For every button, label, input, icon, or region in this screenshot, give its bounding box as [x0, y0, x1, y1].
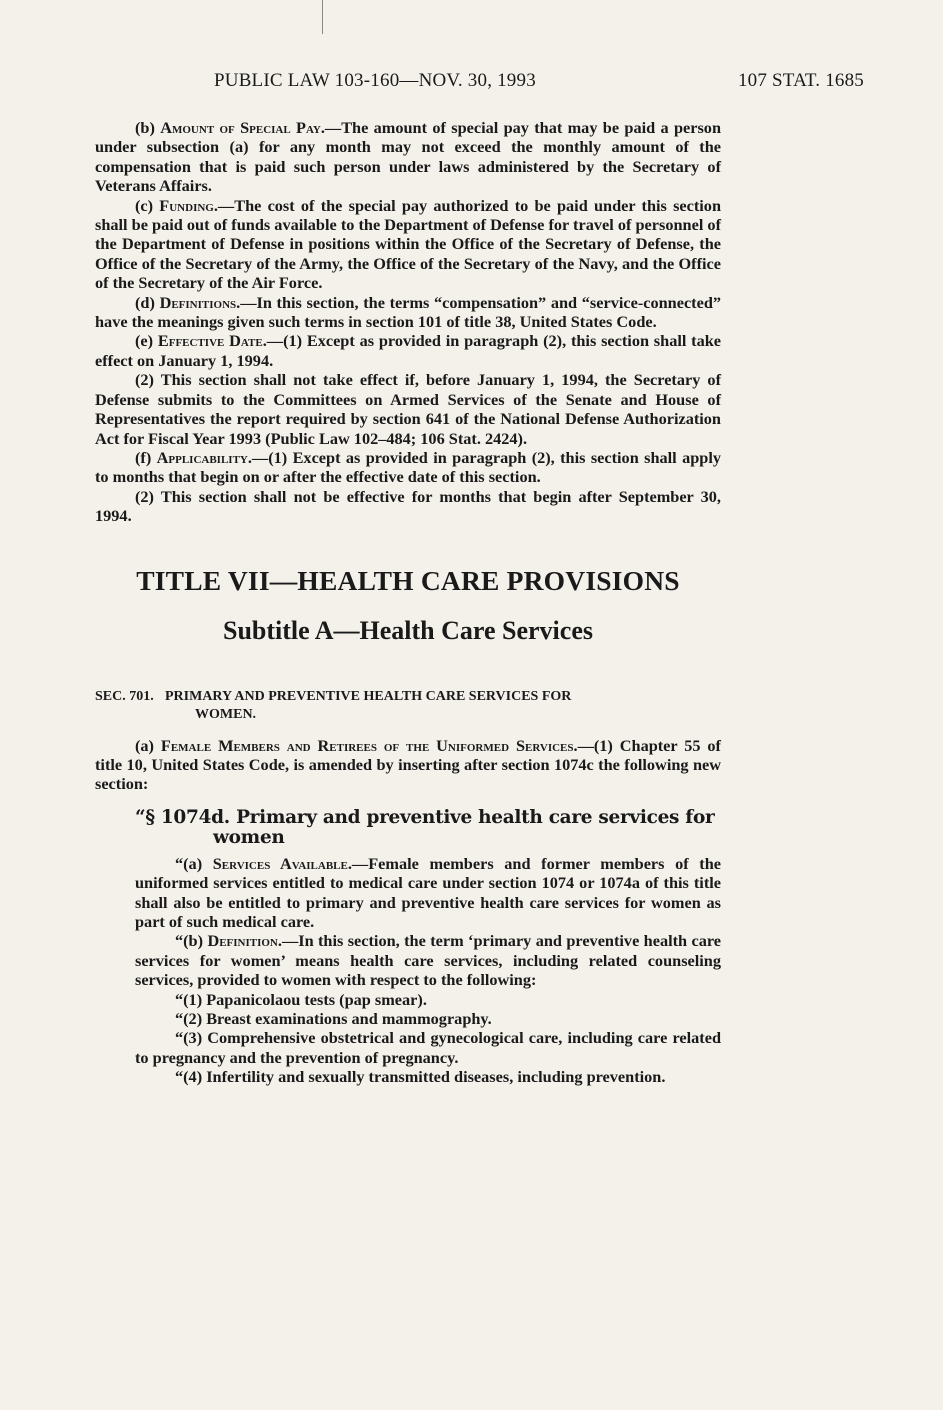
- paragraph-applicability: (f) Applicability.—(1) Except as provided in paragraph (2), this section shall apply to months that begin on or after the effective date of this section.: [95, 447, 721, 487]
- running-header: [214, 70, 864, 100]
- list-item: “(4) Infertility and sexually transmitted diseases, including prevention.: [175, 1067, 666, 1087]
- paragraph-effective-date-2: (2) This section shall not take effect if, before January 1, 1994, the Secretary of Defense submits to the Committees on Armed Services of the Senate and House of Representatives the report required by section 641 of the National Defense Authorization Act for Fiscal Year 1993 (Public Law 102–484; 106 Stat. 2424).: [95, 370, 721, 448]
- paragraph-effective-date: (e) Effective Date.—(1) Except as provided in paragraph (2), this section shall take effect on January 1, 1994.: [95, 331, 722, 370]
- section-number: SEC. 701.: [95, 688, 154, 704]
- header-law-date: PUBLIC LAW 103-160—NOV. 30, 1993: [214, 70, 536, 91]
- paragraph-amount-special-pay: (b) Amount of Special Pay.—The amount of special pay that may be paid a person under subsection (a) for any month may not exceed the monthly amount of the compensation that is paid such person under laws administered by the Secretary of Veterans Affairs.: [95, 118, 721, 196]
- title-heading: TITLE VII—HEALTH CARE PROVISIONS: [136, 564, 680, 596]
- quoted-definition: “(b) Definition.—In this section, the term ‘primary and preventive health care services for women’ means health care services, including related counseling services, provided to women with respect to the following:: [135, 931, 722, 990]
- paragraph-female-members: (a) Female Members and Retirees of the Uniformed Services.—(1) Chapter 55 of title 10, United States Code, is amended by inserting after section 1074c the following new section:: [95, 735, 721, 794]
- new-section-heading: “§ 1074d. Primary and preventive health care services for women: [135, 806, 715, 848]
- section-heading: [95, 688, 721, 724]
- body-text: [95, 118, 721, 1087]
- paragraph-definitions: (d) Definitions.—In this section, the terms “compensation” and “service-connected” have the meanings given such terms in section 101 of title 38, United States Code.: [95, 292, 722, 332]
- paragraph-applicability-2: (2) This section shall not be effective for months that begin after September 30, 1994.: [95, 486, 721, 526]
- paragraph-funding: (c) Funding.—The cost of the special pay authorized to be paid under this section shall be paid out of funds available to the Department of Defense for travel of personnel of the Department of Defense in positions within the Office of the Secretary of Defense, the Office of the Secretary of the Army, the Office of the Secretary of the Navy, and the Office of the Secretary of the Air Force.: [95, 195, 722, 293]
- quoted-services-available: “(a) Services Available.—Female members and former members of the uniformed services entitled to medical care under section 1074 or 1074a of this title shall also be entitled to primary and preventive health care services for women as part of such medical care.: [135, 853, 721, 931]
- header-stat-page: 107 STAT. 1685: [737, 70, 864, 91]
- list-item: “(1) Papanicolaou tests (pap smear).: [175, 989, 427, 1009]
- scan-mark: [322, 0, 323, 34]
- quoted-section: [95, 854, 721, 1087]
- list-item: “(2) Breast examinations and mammography.: [175, 1009, 492, 1028]
- subtitle-heading: Subtitle A—Health Care Services: [223, 615, 593, 645]
- section-title-cont: WOMEN.: [195, 706, 257, 722]
- section-title: PRIMARY AND PREVENTIVE HEALTH CARE SERVICES FOR: [165, 688, 572, 704]
- list-item: “(3) Comprehensive obstetrical and gynecological care, including care related to pregnancy and the prevention of pregnancy.: [135, 1028, 721, 1067]
